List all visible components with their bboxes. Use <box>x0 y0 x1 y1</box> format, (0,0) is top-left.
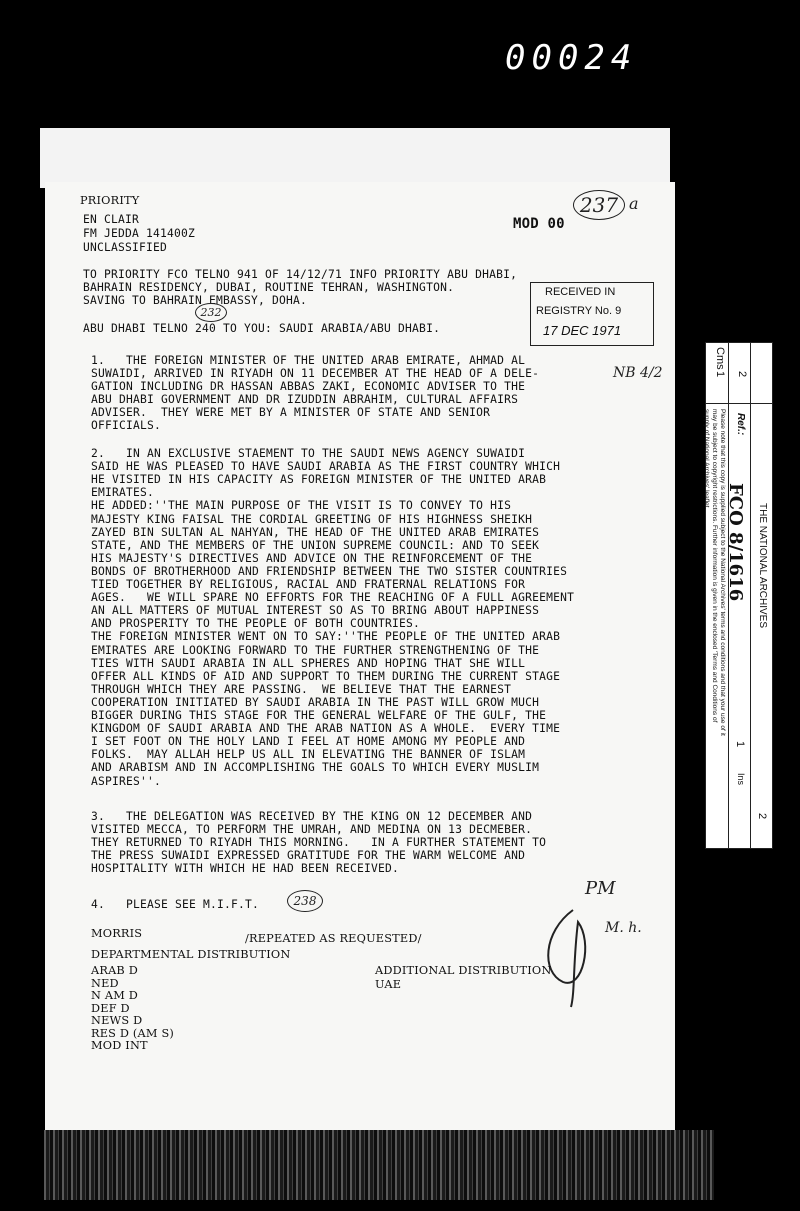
text-line: ADVISER. THEY WERE MET BY A MINISTER OF STATE AND SENIOR <box>91 406 491 419</box>
text-line: THE FOREIGN MINISTER WENT ON TO SAY:''THE PEOPLE OF THE UNITED ARAB <box>91 630 561 644</box>
addl-heading: ADDITIONAL DISTRIBUTION <box>375 964 552 977</box>
text-line: 3. THE DELEGATION WAS RECEIVED BY THE KING ON 12 DECEMBER AND <box>91 810 533 823</box>
text-line: VISITED MECCA, TO PERFORM THE UMRAH, AND MEDINA ON 13 DECMEBER. <box>91 823 533 836</box>
reference-note: NB 4/2 <box>613 365 663 381</box>
folio-circle: 237 <box>573 190 625 220</box>
text-line: THE PRESS SUWAIDI EXPRESSED GRATITUDE FOR THE WARM WELCOME AND <box>91 849 526 862</box>
text-line: EMIRATES. <box>91 486 155 500</box>
text-line: 2. IN AN EXCLUSIVE STAEMENT TO THE SAUDI NEWS AGENCY SUWAIDI <box>91 447 526 460</box>
scan-noise <box>44 1130 714 1200</box>
ins-label: Ins <box>736 773 746 786</box>
folio-suffix: a <box>629 194 639 213</box>
text-line: AGES. WE WILL SPARE NO EFFORTS FOR THE REACHING OF A FULL AGREEMENT <box>91 591 575 605</box>
text-line: NED <box>91 976 119 990</box>
text-line: MOD INT <box>91 1039 148 1052</box>
text-line: AN ALL MATTERS OF MUTUAL INTEREST SO AS TO BRING ABOUT HAPPINESS <box>91 604 540 618</box>
para4-circle: 238 <box>287 890 323 912</box>
text-line: EMIRATES ARE LOOKING FORWARD TO THE FURTHER STRENGTHENING OF THE <box>91 643 540 657</box>
text-line: HOSPITALITY WITH WHICH HE HAD BEEN RECEIVED. <box>91 862 400 875</box>
text-line: COOPERATION INITIATED BY SAUDI ARABIA IN THE PAST WILL GROW MUCH <box>91 695 540 709</box>
ref-value: FCO 8/1616 <box>725 483 746 602</box>
slip-divider <box>750 343 751 848</box>
text-line: N AM D <box>91 989 139 1002</box>
subject-circle: 232 <box>195 303 227 322</box>
initials-pm: PM <box>585 878 616 899</box>
archives-slip <box>705 342 773 849</box>
received-date: 17 DEC 1971 <box>543 323 622 338</box>
text-line: BIGGER DURING THIS STAGE FOR THE GENERAL WELFARE OF THE GULF, THE <box>91 709 547 722</box>
text-line: ABU DHABI GOVERNMENT AND DR IZUDDIN ABRAHIM, CULTURAL AFFAIRS <box>91 393 519 406</box>
text-line: HIS MAJESTY'S DIRECTIVES AND ADVICE ON THE REINFORCEMENT OF THE <box>91 551 533 565</box>
text-line: HE VISITED IN HIS CAPACITY AS FOREIGN MINISTER OF THE UNITED ARAB <box>91 473 547 487</box>
handwritten-signature <box>533 902 613 1012</box>
copyright-notice: Please note that this copy is supplied subject to the National Archives' terms and conditions and that your use of it may be subject to copyright restrictions. Further information is given in the enclosed 'Terms and Conditions of supply of National Archives' leaflet. <box>703 409 726 736</box>
ins-1: 1 <box>734 741 746 748</box>
text-line: TIED TOGETHER BY RELIGIOUS, RACIAL AND FRATERNAL RELATIONS FOR <box>91 578 526 591</box>
text-line: FOLKS. MAY ALLAH HELP US ALL IN ELEVATING THE BANNER OF ISLAM <box>91 748 526 762</box>
text-line: STATE, AND THE MEMBERS OF THE UNION SUPREME COUNCIL: AND TO SEEK <box>91 538 540 552</box>
folio-number: 00024 <box>505 38 638 78</box>
received-line: RECEIVED IN <box>545 286 616 298</box>
text-line: NEWS D <box>91 1014 143 1027</box>
cms-1: 1 <box>714 371 726 378</box>
routing-line: TO PRIORITY FCO TELNO 941 OF 14/12/71 INFO PRIORITY ABU DHABI, <box>83 268 518 281</box>
text-line: I SET FOOT ON THE HOLY LAND I FEEL AT HOME AMONG MY PEOPLE AND <box>91 735 526 749</box>
text-line: TIES WITH SAUDI ARABIA IN ALL SPHERES AND HOPING THAT SHE WILL <box>91 656 526 670</box>
initials-mh: M. h. <box>605 920 642 936</box>
copy-mark: MOD 00 <box>513 216 565 232</box>
text-line: SUWAIDI, ARRIVED IN RIYADH ON 11 DECEMBER AT THE HEAD OF A DELE- <box>91 367 540 380</box>
text-line: UAE <box>375 978 402 991</box>
text-line: RES D (AM S) <box>91 1026 175 1040</box>
cms-2: 2 <box>736 371 748 378</box>
classification: UNCLASSIFIED <box>83 241 168 254</box>
registry-line: REGISTRY No. 9 <box>536 305 622 317</box>
text-line: AND ARABISM AND IN ACCOMPLISHING THE GOALS TO WHICH EVERY MUSLIM <box>91 761 540 775</box>
from-line: FM JEDDA 141400Z <box>83 227 196 240</box>
text-line: THEY RETURNED TO RIYADH THIS MORNING. IN A FURTHER STATEMENT TO <box>91 836 547 849</box>
signoff: MORRIS <box>91 927 143 940</box>
en-clair: EN CLAIR <box>83 213 140 226</box>
text-line: ARAB D <box>91 964 138 977</box>
text-line: HE ADDED:''THE MAIN PURPOSE OF THE VISIT IS TO CONVEY TO HIS <box>91 499 512 513</box>
ins-2: 2 <box>756 813 768 820</box>
cms-scale <box>706 343 772 404</box>
text-line: OFFER ALL KINDS OF AID AND SUPPORT TO THEM DURING THE CURRENT STAGE <box>91 669 561 683</box>
underlying-sheet <box>40 128 670 188</box>
text-line: AND PROSPERITY TO THE PEOPLE OF BOTH COUNTRIES. <box>91 617 421 631</box>
paragraph-4: 4. PLEASE SEE M.I.F.T. <box>91 898 260 911</box>
routing-line: BAHRAIN RESIDENCY, DUBAI, ROUTINE TEHRAN, WASHINGTON. <box>83 281 455 294</box>
text-line: ZAYED BIN SULTAN AL NAHYAN, THE HEAD OF THE UNITED ARAB EMIRATES <box>91 525 540 539</box>
text-line: DEF D <box>91 1001 130 1015</box>
received-stamp <box>530 282 654 346</box>
routing-line: SAVING TO BAHRAIN EMBASSY, DOHA. <box>83 294 308 307</box>
dept-heading: DEPARTMENTAL DISTRIBUTION <box>91 948 291 961</box>
repeated-note: /REPEATED AS REQUESTED/ <box>245 932 422 945</box>
subject-line: ABU DHABI TELNO 240 TO YOU: SAUDI ARABIA/ABU DHABI. <box>83 322 441 335</box>
archives-name: THE NATIONAL ARCHIVES <box>757 503 768 629</box>
text-line: GATION INCLUDING DR HASSAN ABBAS ZAKI, ECONOMIC ADVISER TO THE <box>91 380 526 393</box>
text-line: KINGDOM OF SAUDI ARABIA AND THE ARAB NATION AS A WHOLE. EVERY TIME <box>91 722 561 736</box>
text-line: ASPIRES''. <box>91 774 162 788</box>
text-line: BONDS OF BROTHERHOOD AND FRIENDSHIP BETWEEN THE TWO SISTER COUNTRIES <box>91 564 568 578</box>
cms-label: Cms <box>714 347 726 370</box>
text-line: 1. THE FOREIGN MINISTER OF THE UNITED ARAB EMIRATE, AHMAD AL <box>91 354 526 367</box>
text-line: SAID HE WAS PLEASED TO HAVE SAUDI ARABIA AS THE FIRST COUNTRY WHICH <box>91 460 561 474</box>
text-line: MAJESTY KING FAISAL THE CORDIAL GREETING OF HIS HIGHNESS SHEIKH <box>91 512 533 526</box>
precedence: PRIORITY <box>80 194 140 207</box>
text-line: THROUGH WHICH THEY ARE PASSING. WE BELIEVE THAT THE EARNEST <box>91 682 512 696</box>
text-line: OFFICIALS. <box>91 419 162 432</box>
telegram-page <box>45 182 675 1130</box>
ref-label: Ref.: <box>735 413 746 436</box>
